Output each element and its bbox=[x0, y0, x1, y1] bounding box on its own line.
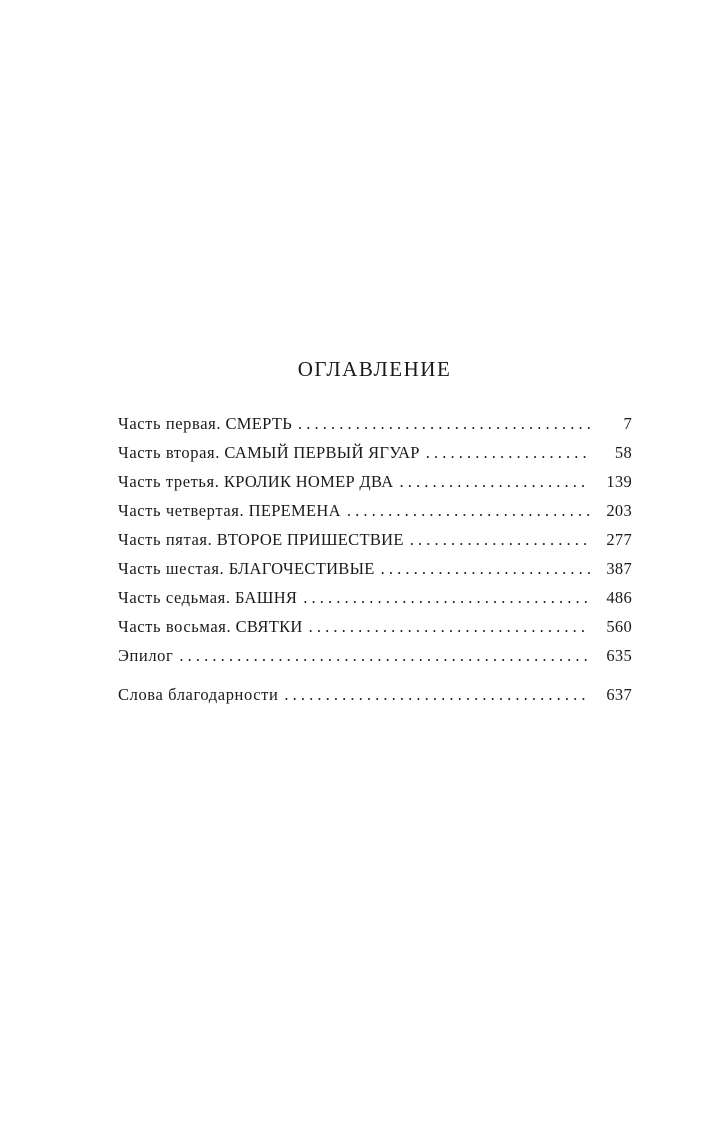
dot-leader bbox=[410, 530, 590, 550]
toc-entry-page: 139 bbox=[606, 472, 632, 491]
toc-entry[interactable] bbox=[118, 588, 632, 617]
toc-entry-label bbox=[118, 414, 298, 434]
toc-entry[interactable] bbox=[118, 414, 632, 443]
toc-entry-page: 58 bbox=[614, 443, 632, 462]
toc-entry-part: Часть шестая. bbox=[118, 559, 225, 578]
toc-entry-label bbox=[118, 501, 347, 521]
toc-entry-acknowledgements[interactable] bbox=[118, 685, 632, 714]
toc-entry-page: 7 bbox=[623, 414, 632, 433]
toc-entry-part: Часть первая. bbox=[118, 414, 222, 433]
dot-leader bbox=[426, 443, 590, 463]
toc-entry-page: 486 bbox=[606, 588, 632, 607]
toc-entry-part: Часть третья. bbox=[118, 472, 220, 491]
toc-entry[interactable] bbox=[118, 501, 632, 530]
dot-leader bbox=[284, 685, 590, 705]
toc-entry-part: Часть вторая. bbox=[118, 443, 220, 462]
toc-entry-part: Часть седьмая. bbox=[118, 588, 231, 607]
toc-entry-label bbox=[118, 588, 303, 608]
toc-entry-page: 277 bbox=[606, 530, 632, 549]
toc-entry-name: БАШНЯ bbox=[235, 588, 298, 607]
toc-entry-page: 203 bbox=[606, 501, 632, 520]
toc-entry-name: БЛАГОЧЕСТИВЫЕ bbox=[228, 559, 375, 578]
toc-entry-part: Часть пятая. bbox=[118, 530, 213, 549]
dot-leader bbox=[309, 617, 590, 637]
toc-entry-label bbox=[118, 559, 381, 579]
toc-entry-label bbox=[118, 646, 179, 666]
toc-entry-part: Часть восьмая. bbox=[118, 617, 232, 636]
dot-leader bbox=[303, 588, 590, 608]
toc-entry-label bbox=[118, 685, 284, 705]
toc-entry-part: Эпилог bbox=[118, 646, 174, 665]
toc-entry-name: ПЕРЕМЕНА bbox=[248, 501, 341, 520]
toc-entry[interactable] bbox=[118, 443, 632, 472]
toc-entry-label bbox=[118, 530, 410, 550]
toc-entry[interactable] bbox=[118, 530, 632, 559]
toc-title: ОГЛАВЛЕНИЕ bbox=[297, 357, 452, 381]
dot-leader bbox=[347, 501, 590, 521]
dot-leader bbox=[298, 414, 590, 434]
toc-entry-page: 560 bbox=[606, 617, 632, 636]
toc-entry-name: СВЯТКИ bbox=[235, 617, 303, 636]
toc-entry-part: Часть четвертая. bbox=[118, 501, 245, 520]
dot-leader bbox=[179, 646, 590, 666]
toc-entry-name: СМЕРТЬ bbox=[225, 414, 292, 433]
toc-entry-page: 387 bbox=[606, 559, 632, 578]
dot-leader bbox=[381, 559, 590, 579]
toc-list bbox=[118, 414, 632, 714]
toc-entry-label bbox=[118, 443, 426, 463]
toc-entry-name: ВТОРОЕ ПРИШЕСТВИЕ bbox=[216, 530, 404, 549]
toc-entry-name: КРОЛИК НОМЕР ДВА bbox=[223, 472, 394, 491]
toc-entry-name: САМЫЙ ПЕРВЫЙ ЯГУАР bbox=[224, 443, 420, 462]
toc-entry[interactable] bbox=[118, 472, 632, 501]
toc-entry-part: Слова благодарности bbox=[118, 685, 279, 704]
dot-leader bbox=[399, 472, 590, 492]
toc-entry[interactable] bbox=[118, 617, 632, 646]
toc-entry-page: 635 bbox=[606, 646, 632, 665]
toc-entry-epilogue[interactable] bbox=[118, 646, 632, 675]
toc-entry-label bbox=[118, 617, 309, 637]
toc-entry-label bbox=[118, 472, 399, 492]
toc-entry[interactable] bbox=[118, 559, 632, 588]
toc-entry-page: 637 bbox=[606, 685, 632, 704]
